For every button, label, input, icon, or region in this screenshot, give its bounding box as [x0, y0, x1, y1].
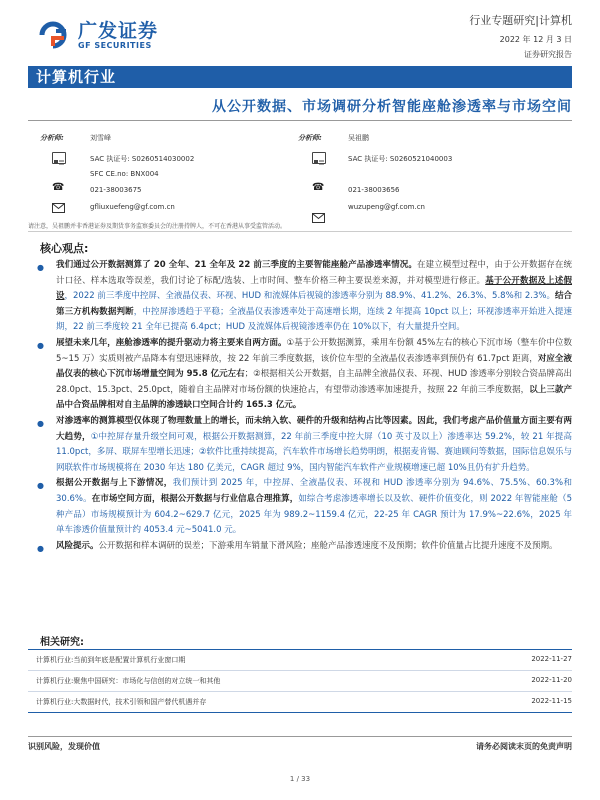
bullet-icon: ●	[37, 543, 44, 553]
analyst-1-label: 分析师:	[40, 134, 64, 142]
id-card-icon	[312, 152, 326, 164]
analyst-2-email[interactable]: wuzupeng@gf.com.cn	[348, 203, 425, 211]
analyst-2-name: 吴祖鹏	[348, 134, 369, 142]
related-heading: 相关研究:	[40, 637, 84, 648]
core-point-4: ● 根据公开数据与上下游情况，我们预计到 2025 年，中控屏、全液晶仪表、环视和 HUD 渗透率分别为 94.6%、75.5%、60.3%和 30.6%。在市场空间方面，根据公开数据与行业信息合理推算，如综合考虑渗透率增长以及软、硬件价值变化，则 2022 年智能座舱（5 种产品）市场规模预计为 604.2~629.7 亿元，2025 年为 989.2~1159.4 亿元，22-25 年 CAGR 预计为 17.9%~22.6%，2025 年单车渗透价值量预计约 4053.4 元~5041.0 元。	[37, 478, 572, 536]
divider	[28, 231, 572, 232]
related-title[interactable]: 计算机行业:聚焦中国研究：市场化与信创的对立统一和其他	[36, 677, 221, 685]
industry-banner	[28, 66, 572, 88]
analyst-1-name: 刘雪峰	[90, 134, 111, 142]
report-date: 2022 年 12 月 3 日	[499, 35, 572, 44]
phone-icon: ☎	[312, 182, 325, 193]
mail-icon	[312, 213, 325, 223]
divider	[28, 712, 572, 713]
related-item[interactable]	[36, 655, 572, 665]
divider	[28, 649, 572, 650]
id-card-icon	[52, 152, 66, 164]
footer-slogan: 识别风险，发现价值	[28, 742, 100, 751]
analyst-1-email[interactable]: gfliuxuefeng@gf.com.cn	[90, 203, 175, 211]
phone-icon: ☎	[52, 182, 65, 193]
footer-disclaimer: 请务必阅读末页的免责声明	[476, 742, 572, 751]
related-item[interactable]	[36, 697, 572, 707]
bullet-icon: ●	[37, 481, 44, 491]
bullet-icon: ●	[37, 263, 44, 272]
analyst-1-sfc: SFC CE.no: BNX004	[90, 170, 159, 178]
related-date: 2022-11-27	[531, 655, 572, 663]
report-title: 从公开数据、市场调研分析智能座舱渗透率与市场空间	[212, 99, 572, 115]
analyst-1-phone: 021-38003675	[90, 186, 142, 194]
divider	[28, 691, 572, 692]
company-logo	[38, 20, 158, 50]
core-heading: 核心观点:	[40, 242, 89, 255]
analyst-1-sac: SAC 执证号: S0260514030002	[90, 155, 195, 163]
related-item[interactable]	[36, 676, 572, 686]
divider	[28, 120, 572, 121]
core-point-2: ● 展望未来几年，座舱渗透率的提升驱动力将主要来自两方面。①基于公开数据测算，乘用车份额 45%左右的核心下沉市场（整车价中位数 5~15 万）实质则被产品降本有望迅速释放，按 22 年前三季度数据，该价位车型的全液晶仪表渗透率到预仍有 61.7pct 距离，对应全液晶仪表的核心下沉市场增量空间为 95.8 亿元左右；②根据相关公开数据，自主品牌全液晶仪表、环视、HUD 渗透率分别较合资品牌高出 28.0pct、15.3pct、25.0pct，随着自主品牌对市场份额的快速抢占，有望带动渗透率加速提升，按照 22 年前三季度数据，以上三款产品中合资品牌相对自主品牌的渗透缺口空间合计约 165.3 亿元。	[37, 337, 572, 411]
logo-en-text: GF SECURITIES	[78, 40, 152, 50]
bullet-icon: ●	[37, 340, 44, 350]
mail-icon	[52, 203, 65, 213]
divider	[28, 670, 572, 671]
report-dept: 证券研究报告	[524, 50, 572, 59]
core-point-3: ● 对渗透率的测算模型仅体现了物理数量上的增长，而未纳入软、硬件的升级和结构占比等因素。因此，我们考虑产品价值量方面主要有两大趋势，①中控屏存量升级空间可观，根据公开数据测算，22 年前三季度中控大屏（10 英寸及以上）渗透率达 59.2%，较 21 年提高 11.0pct，多屏、联屏车型增长迅速；②软件比重持续提高，汽车软件市场增长趋势明朗，根据麦肯锡、赛迪顾问等数据，国际信息娱乐与网联软件市场规模将在 2030 年达 180 亿美元，CAGR 超过 9%，国内智能汽车软件产业规模增速已超 10%且仍有扩升趋势。	[37, 415, 572, 473]
core-body	[28, 258, 572, 554]
core-point-1: ● 我们通过公开数据测算了 20 全年、21 全年及 22 前三季度的主要智能座舱产品渗透率情况。在建立模型过程中，由于公开数据存在统计口径、样本选取等误差，我们讨论了标配/选装、上市时间、整车价格三种主要误差来源，并对模型进行修正。基于公开数据及上述假设，2022 前三季度中控屏、全液晶仪表、环视、HUD 和流媒体后视镜的渗透率分别为 88.9%、41.2%、26.3%、5.8%和 2.3%。结合第三方机构数据判断，中控屏渗透趋于平稳；全液晶仪表渗透率处于高速增长期，连续 2 年提高 10pct 以上；环视渗透率开始进入提速期，22 前三季度较 21 全年已提高 6.4pct；HUD 及流媒体后视镜渗透率仍在 10%以下，有大量提升空间。	[37, 260, 572, 333]
related-date: 2022-11-20	[531, 676, 572, 684]
related-title[interactable]: 计算机行业:大数据时代，技术引领和国产替代机遇并存	[36, 698, 207, 706]
logo-cn-text: 广发证券	[78, 19, 159, 42]
analyst-2-sac: SAC 执证号: S0260521040003	[348, 155, 453, 163]
analyst-2-phone: 021-38003656	[348, 186, 400, 194]
page-number: 1 / 33	[289, 775, 311, 783]
footer-divider	[28, 736, 572, 737]
related-title[interactable]: 计算机行业:当前到年底是配置计算机行业窗口期	[36, 656, 186, 664]
industry-name: 计算机行业	[36, 68, 117, 86]
related-date: 2022-11-15	[531, 697, 572, 705]
report-meta	[469, 12, 572, 60]
report-type: 行业专题研究|计算机	[469, 14, 572, 27]
core-point-5: ● 风险提示。公开数据和样本调研的误差；下游乘用车销量下滑风险；座舱产品渗透速度不及预期；软件价值量占比提升速度不及预期。	[28, 539, 572, 555]
analyst-2-label: 分析师:	[298, 134, 322, 142]
bullet-icon: ●	[37, 418, 44, 428]
analyst-disclaimer: 请注意，吴祖鹏并非香港证券及期货事务监察委员会的注册持牌人，不可在香港从事受监管活动。	[28, 223, 287, 230]
gf-logo-icon	[38, 20, 74, 50]
